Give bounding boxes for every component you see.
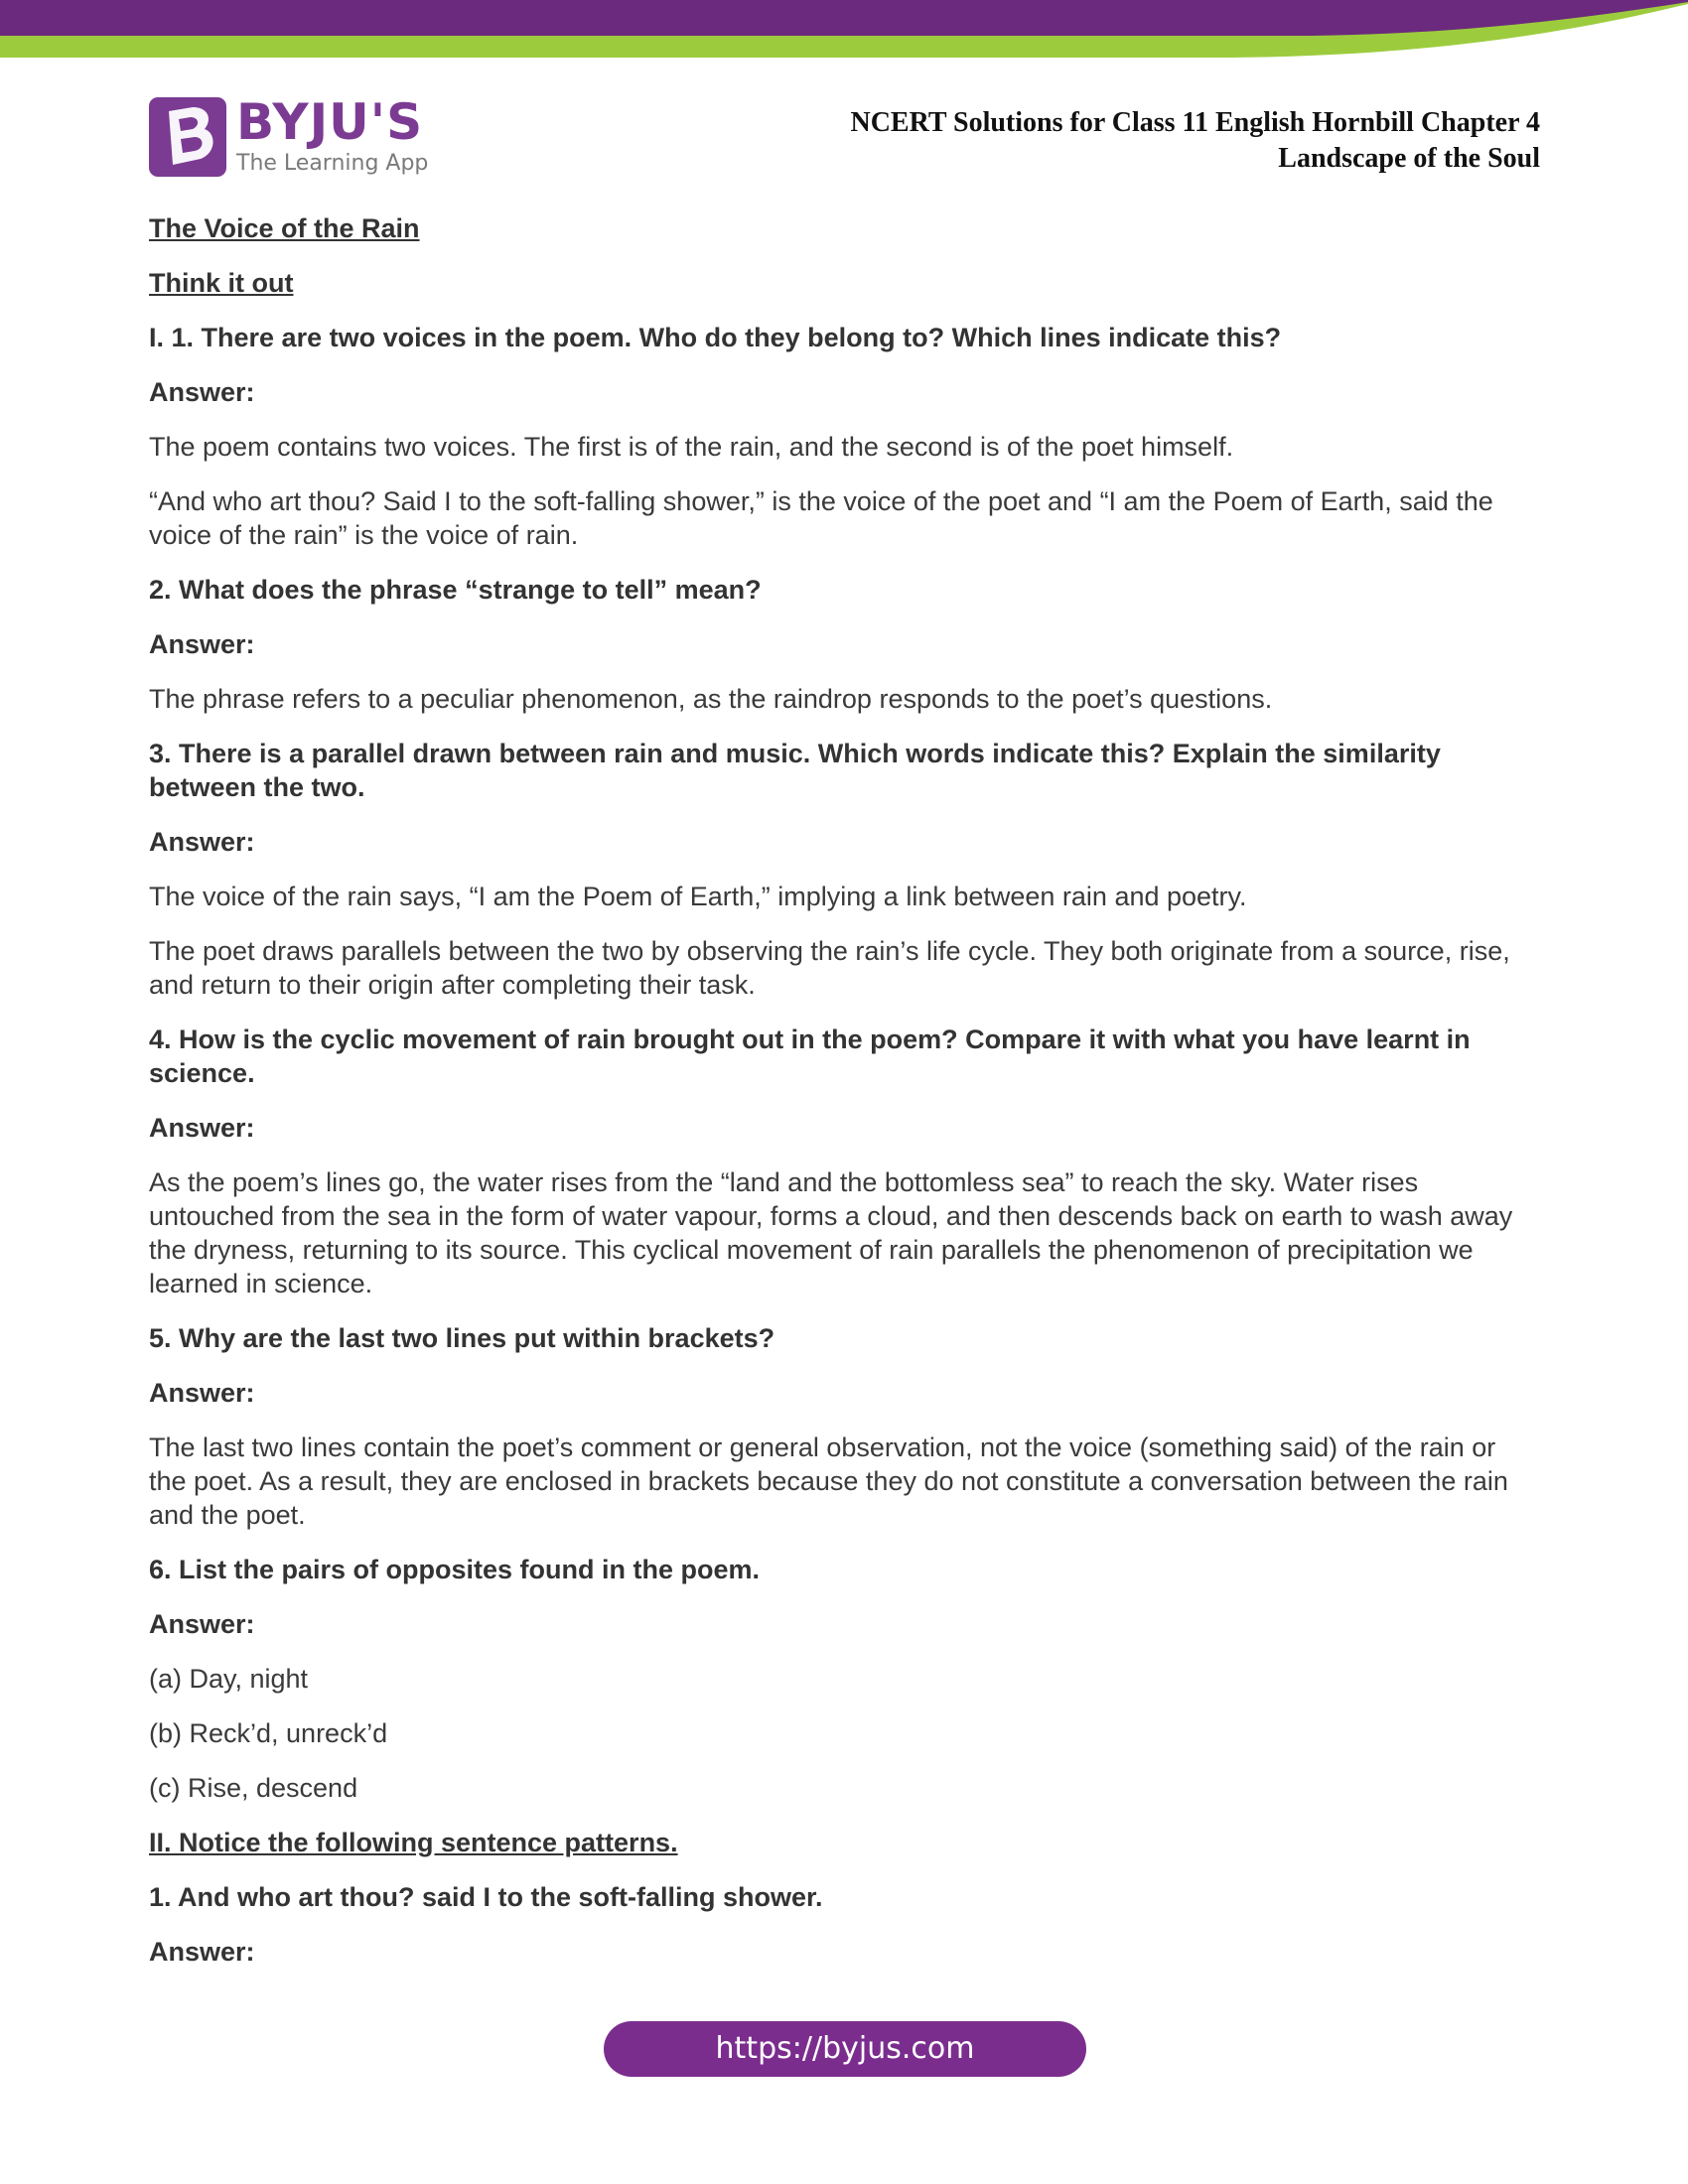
document-body bbox=[149, 211, 1539, 1989]
answer-label-6: Answer: bbox=[149, 1609, 255, 1639]
answer-1-paragraph-2: “And who art thou? Said I to the soft-falling shower,” is the voice of the poet and “I am the Poem of Earth, said the voice of the rain” is the voice of rain. bbox=[149, 486, 1493, 550]
document-header-title bbox=[646, 105, 1540, 177]
section-2-answer-label-1: Answer: bbox=[149, 1937, 255, 1967]
byjus-logo-icon bbox=[149, 97, 226, 177]
question-1: I. 1. There are two voices in the poem. Who do they belong to? Which lines indicate this? bbox=[149, 323, 1282, 352]
answer-2-paragraph-1: The phrase refers to a peculiar phenomenon, as the raindrop responds to the poet’s questions. bbox=[149, 684, 1273, 714]
byjus-logo bbox=[149, 93, 437, 179]
answer-6-item-c: (c) Rise, descend bbox=[149, 1773, 358, 1803]
section-2-title: II. Notice the following sentence patterns. bbox=[149, 1828, 678, 1857]
section-2-question-1: 1. And who art thou? said I to the soft-falling shower. bbox=[149, 1882, 823, 1912]
brand-tagline: The Learning App bbox=[236, 151, 429, 176]
header-title-line-1: NCERT Solutions for Class 11 English Hornbill Chapter 4 bbox=[850, 107, 1540, 138]
answer-6-item-a: (a) Day, night bbox=[149, 1664, 309, 1694]
answer-4-paragraph-1: As the poem’s lines go, the water rises from the “land and the bottomless sea” to reach the sky. Water rises untouched from the sea in the form of water vapour, forms a cloud, and then descends back on earth to wash away the dryness, returning to its source. This cyclical movement of rain parallels the phenomenon of precipitation we learned in science. bbox=[149, 1167, 1513, 1298]
answer-label-2: Answer: bbox=[149, 629, 255, 659]
footer-url-link[interactable]: https://byjus.com bbox=[604, 2021, 1086, 2077]
question-2: 2. What does the phrase “strange to tell” mean? bbox=[149, 575, 762, 605]
answer-label-4: Answer: bbox=[149, 1113, 255, 1143]
answer-label-3: Answer: bbox=[149, 827, 255, 857]
answer-1-paragraph-1: The poem contains two voices. The first is of the rain, and the second is of the poet himself. bbox=[149, 432, 1234, 462]
top-color-band bbox=[0, 0, 1688, 62]
answer-5-paragraph-1: The last two lines contain the poet’s comment or general observation, not the voice (something said) of the rain or the poet. As a result, they are enclosed in brackets because they do not constitute a conversation between the rain and the poet. bbox=[149, 1433, 1508, 1530]
section-title: The Voice of the Rain bbox=[149, 213, 420, 243]
brand-name: BYJU'S bbox=[236, 93, 424, 151]
answer-3-paragraph-1: The voice of the rain says, “I am the Poem of Earth,” implying a link between rain and poetry. bbox=[149, 882, 1247, 911]
answer-label-1: Answer: bbox=[149, 377, 255, 407]
header-title-line-2: Landscape of the Soul bbox=[1278, 143, 1540, 174]
question-4: 4. How is the cyclic movement of rain brought out in the poem? Compare it with what you have learnt in science. bbox=[149, 1024, 1471, 1088]
question-6: 6. List the pairs of opposites found in the poem. bbox=[149, 1555, 761, 1584]
answer-label-5: Answer: bbox=[149, 1378, 255, 1408]
question-3: 3. There is a parallel drawn between rain and music. Which words indicate this? Explain the similarity between the two. bbox=[149, 739, 1441, 802]
answer-3-paragraph-2: The poet draws parallels between the two by observing the rain’s life cycle. They both originate from a source, rise, and return to their origin after completing their task. bbox=[149, 936, 1510, 1000]
subsection-title: Think it out bbox=[149, 268, 294, 298]
answer-6-item-b: (b) Reck’d, unreck’d bbox=[149, 1718, 388, 1748]
question-5: 5. Why are the last two lines put within brackets? bbox=[149, 1323, 775, 1353]
